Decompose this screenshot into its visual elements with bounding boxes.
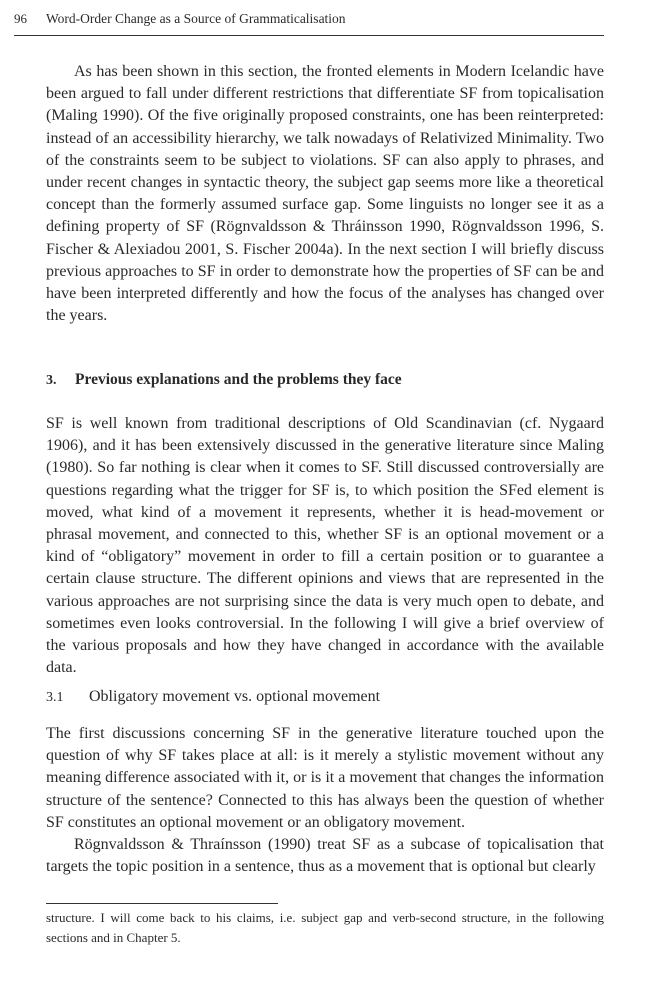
subsection-heading (46, 688, 380, 706)
running-header (14, 9, 604, 36)
section-number: 3. (46, 373, 57, 388)
footnote-text: structure. I will come back to his claims, i.e. subject gap and verb-second structure, in the following sections and in Chapter 5. (46, 910, 604, 945)
footnote-rule (46, 903, 278, 904)
section-title: Previous explanations and the problems they face (75, 371, 402, 388)
paragraph-3-block (46, 723, 604, 878)
running-title: Word-Order Change as a Source of Grammaticalisation (46, 11, 346, 26)
paragraph-2: SF is well known from traditional descriptions of Old Scandinavian (cf. Nygaard 1906), and it has been extensively discussed in the generative literature since Maling (1980). So far nothing is clear when it comes to SF. Still discussed controversially are questions regarding what the trigger for SF is, to which position the SFed element is moved, what kind of a movement it represents, whether it is head-movement or phrasal movement, and connected to this, whether SF is an optional movement or a kind of “obligatory” movement in order to fill a certain position or to guarantee a certain clause structure. The different opinions and views that are represented in the various approaches are not surprising since the data is very much open to debate, and sometimes even looks controversial. In the following I will give a brief overview of the various proposals and how they have changed in accordance with the available data. (46, 415, 604, 677)
paragraph-1-block (46, 61, 604, 327)
subsection-number: 3.1 (46, 690, 64, 705)
page-number: 96 (14, 11, 27, 26)
section-heading (46, 371, 402, 389)
paragraph-1: As has been shown in this section, the fronted elements in Modern Icelandic have been argued to fall under different restrictions that differentiate SF from topicalisation (Maling 1990). Of the five originally proposed constraints, one has been reinterpreted: instead of an accessibility hierarchy, we talk nowadays of Relativized Minimality. Two of the constraints seem to be subject to violations. SF can also apply to phrases, and under recent changes in syntactic theory, the subject gap seems more like a theoretical concept than the formerly assumed surface gap. Some linguists no longer see it as a defining property of SF (Rögnvaldsson & Thráinsson 1990, Rögnvaldsson 1996, S. Fischer & Alexiadou 2001, S. Fischer 2004a). In the next section I will briefly discuss previous approaches to SF in order to demonstrate how the properties of SF can be and have been interpreted differently and how the focus of the analyses has changed over the years. (46, 63, 604, 325)
paragraph-2-block (46, 413, 604, 679)
subsection-title: Obligatory movement vs. optional movement (89, 688, 381, 705)
paragraph-3: The first discussions concerning SF in the generative literature touched upon the question of why SF takes place at all: is it merely a stylistic movement without any meaning difference associated with it, or is it a movement that changes the information structure of the sentence? Connected to this has always been the question of whether SF constitutes an optional movement or an obligatory movement. (46, 725, 604, 831)
paragraph-4: Rögnvaldsson & Thraínsson (1990) treat SF as a subcase of topicalisation that targets the topic position in a sentence, thus as a movement that is optional but clearly (46, 836, 604, 876)
